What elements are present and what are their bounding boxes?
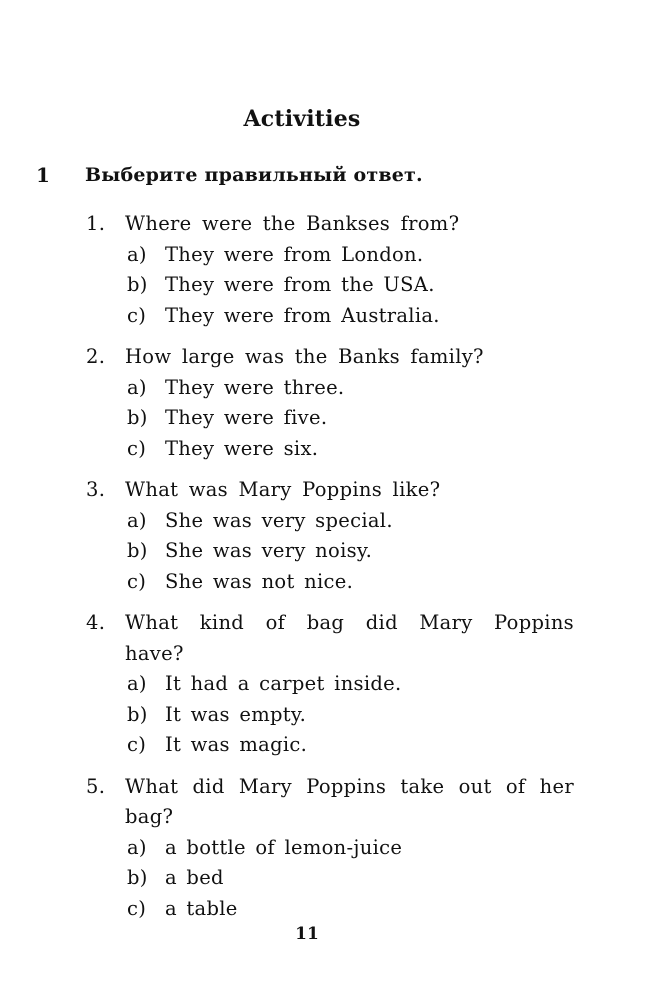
exercise-instruction: Выберите правильный ответ. [85,164,423,186]
answer-options [86,240,574,332]
question-4 [86,608,574,761]
option-letter: c) [127,436,147,460]
question-1 [86,209,574,331]
option-letter: a) [127,242,147,266]
option-text: They were from London. [165,242,424,266]
option-text: It was empty. [165,702,307,726]
answer-option [127,270,574,301]
answer-option [127,669,574,700]
answer-option [127,434,574,465]
option-text: They were three. [165,375,345,399]
question-list [86,209,574,935]
answer-option [127,894,574,925]
answer-option [127,833,574,864]
exercise-number: 1 [36,163,50,187]
option-letter: a) [127,672,147,695]
option-text: She was very noisy. [165,539,373,562]
answer-option [127,700,574,731]
question-2 [86,342,574,464]
option-text: They were from the USA. [165,273,435,296]
option-text: She was very special. [165,508,393,532]
option-letter: c) [127,303,147,327]
answer-option [127,536,574,567]
option-letter: c) [127,896,147,920]
answer-option [127,301,574,332]
option-letter: b) [127,539,148,562]
option-text: a bed [165,866,224,889]
option-text: They were from Australia. [165,303,440,327]
question-3 [86,475,574,597]
option-letter: b) [127,866,148,889]
page-title: Activities [243,106,361,132]
option-letter: a) [127,375,147,399]
question-number: 2. [86,345,106,368]
question-text: What kind of bag did Mary Poppins have? [125,611,574,665]
option-letter: a) [127,508,147,532]
answer-options [86,669,574,761]
option-letter: b) [127,273,148,296]
question-number: 1. [86,212,106,235]
answer-options [86,506,574,598]
question-text: How large was the Banks family? [125,345,484,368]
question-5 [86,772,574,925]
answer-option [127,240,574,271]
answer-option [127,730,574,761]
question-number: 5. [86,774,106,798]
option-text: They were six. [165,436,319,460]
option-text: It had a carpet inside. [165,672,402,695]
question-text: What was Mary Poppins like? [125,478,441,501]
option-text: a table [165,896,238,920]
option-text: She was not nice. [165,569,354,593]
option-text: a bottle of lemon-juice [165,835,403,859]
answer-option [127,403,574,434]
answer-option [127,567,574,598]
option-letter: b) [127,406,148,429]
question-text: What did Mary Poppins take out of her bag? [125,774,574,828]
option-letter: b) [127,702,148,726]
page-number: 11 [295,924,319,944]
question-text: Where were the Bankses from? [125,212,460,235]
answer-option [127,863,574,894]
option-text: They were five. [165,406,328,429]
answer-options [86,373,574,465]
question-number: 4. [86,611,106,634]
option-letter: c) [127,569,147,593]
option-letter: a) [127,835,147,859]
answer-option [127,373,574,404]
answer-option [127,506,574,537]
option-text: It was magic. [165,733,308,756]
question-number: 3. [86,478,106,501]
answer-options [86,833,574,925]
option-letter: c) [127,733,147,756]
